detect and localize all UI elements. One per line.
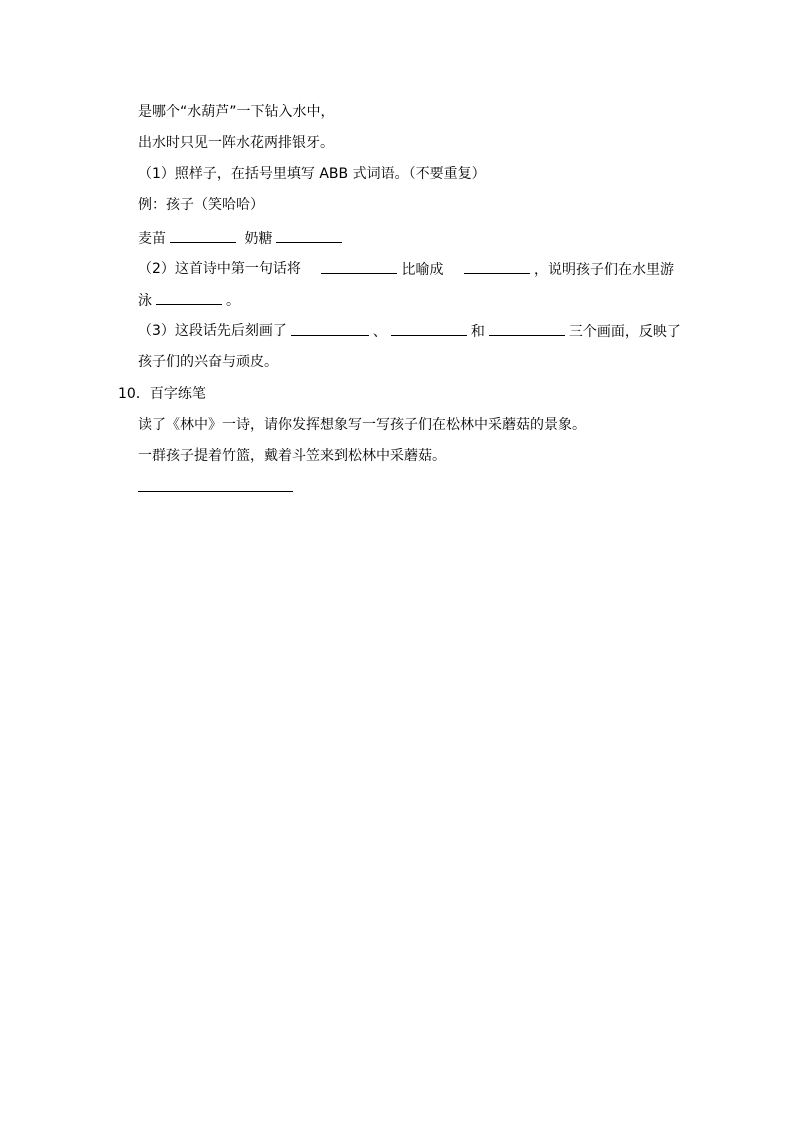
poem-line-2: 出水时只见一阵水花两排银牙。 (138, 135, 334, 151)
question-10-instruction: 读了《林中》一诗，请你发挥想象写一写孩子们在松林中采蘑菇的景象。 (138, 417, 586, 433)
question-1-example: 例：孩子（笑哈哈） (138, 197, 264, 213)
question-2-tail-end: 。 (226, 293, 240, 309)
word-naitang: 奶糖 (244, 231, 273, 247)
question-2-tail-start: 泳 (138, 293, 152, 309)
poem-line-1: 是哪个“水葫芦”一下钻入水中， (138, 104, 335, 120)
answer-blank-q3-b[interactable] (391, 321, 467, 336)
question-3-sep2: 和 (470, 324, 485, 340)
question-10-start: 一群孩子提着竹篮，戴着斗笠来到松林中采蘑菇。 (138, 448, 446, 464)
question-1-answers (138, 228, 346, 248)
writing-answer-line[interactable] (138, 491, 293, 492)
answer-blank-maimiao[interactable] (170, 228, 236, 243)
answer-blank-q3-c[interactable] (489, 321, 565, 336)
answer-blank-q3-a[interactable] (291, 321, 369, 336)
answer-blank-naitang[interactable] (276, 228, 342, 243)
question-3-sep1: 、 (372, 324, 387, 340)
question-2-prefix: （2）这首诗中第一句话将 (138, 261, 301, 277)
question-10-title: 10．百字练笔 (118, 386, 206, 402)
question-3-prefix: （3）这段话先后刻画了 (138, 323, 287, 339)
question-2-mid: 比喻成 (401, 262, 444, 278)
answer-blank-q2-c[interactable] (156, 290, 222, 305)
question-3-suffix: 三个画面，反映了 (568, 324, 681, 340)
question-1-prompt: （1）照样子，在括号里填写 ABB 式词语。（不要重复） (138, 166, 486, 182)
answer-blank-q2-b[interactable] (464, 259, 530, 274)
question-2-suffix: ，说明孩子们在水里游 (533, 262, 674, 278)
question-3-line-1 (138, 321, 681, 341)
answer-blank-q2-a[interactable] (321, 259, 397, 274)
word-maimiao: 麦苗 (138, 231, 166, 247)
question-2-line-2 (138, 290, 240, 310)
question-2-line-1 (138, 259, 674, 279)
question-3-line-2: 孩子们的兴奋与顽皮。 (138, 354, 278, 370)
